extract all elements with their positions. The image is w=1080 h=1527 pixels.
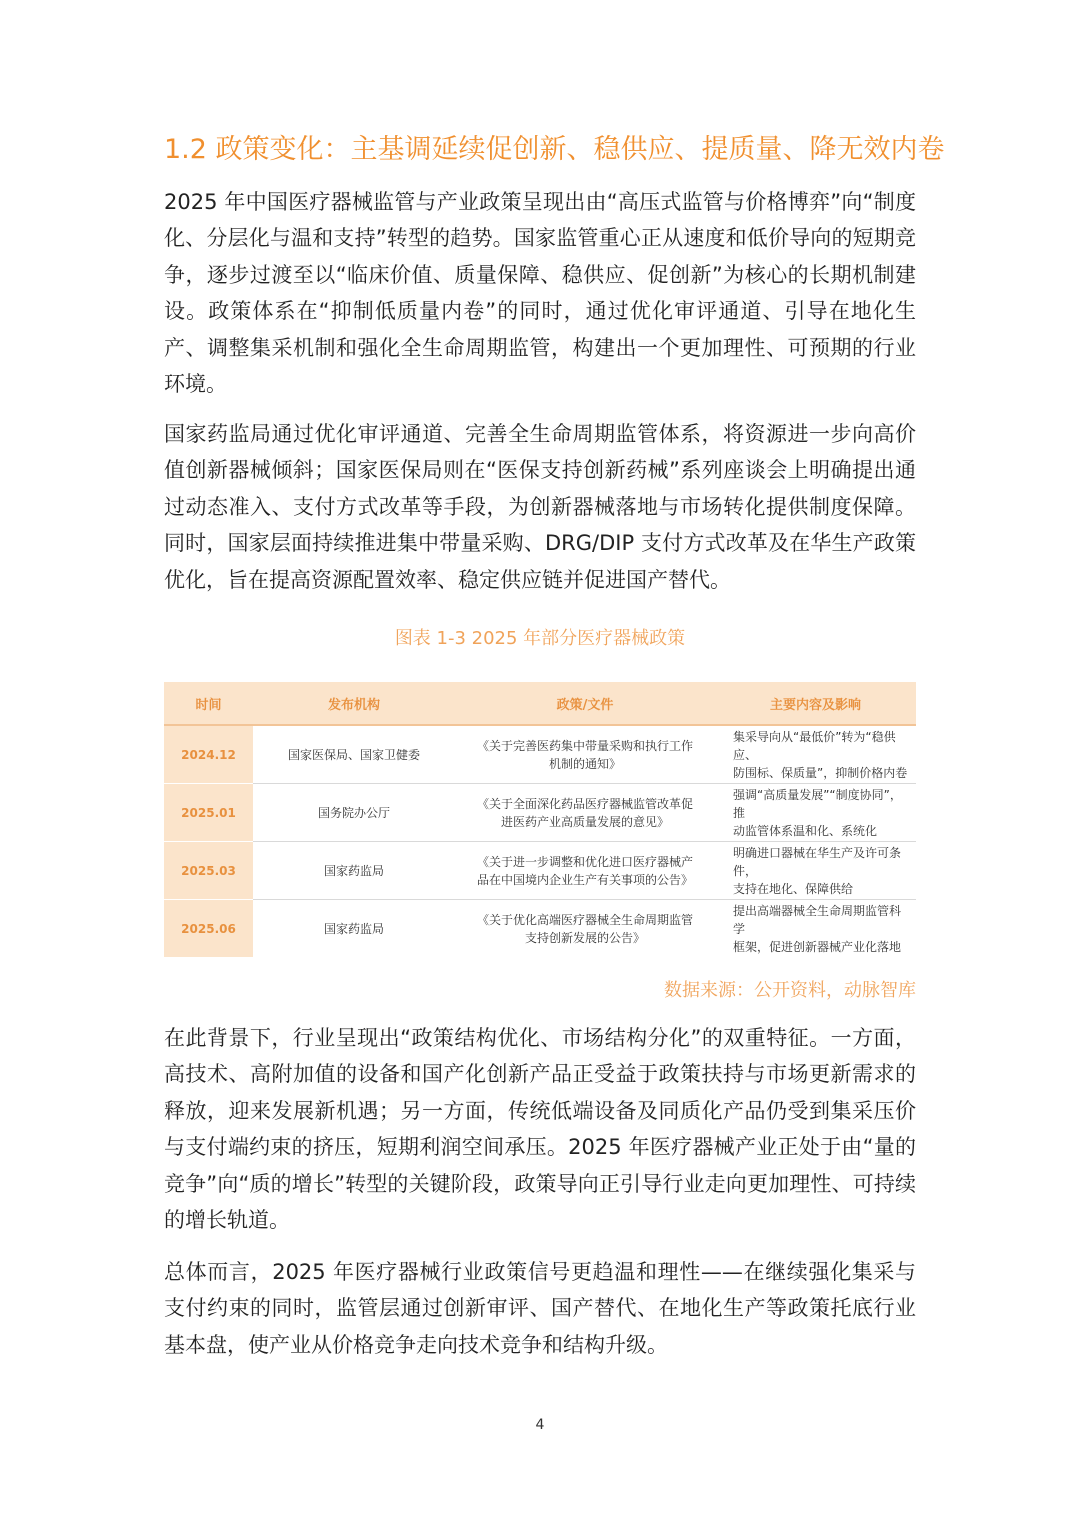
table-row [164,784,916,842]
impact-line: 提出高端器械全生命周期监管科学 [733,903,902,936]
paragraph-4: 总体而言，2025 年医疗器械行业政策信号更趋温和理性——在继续强化集采与支付约束的同时，监管层通过创新审评、国产替代、在地化生产等政策托底行业基本盘，使产业从价格竞争走向技术竞争和结构升级。 [164,1260,916,1357]
header-date: 时间 [164,682,253,725]
page-number: 4 [535,1417,545,1433]
cell-date: 2025.01 [164,784,253,842]
document-line: 品在中国境内企业生产有关事项的公告》 [476,872,693,887]
paragraph-2: 国家药监局通过优化审评通道、完善全生命周期监管体系，将资源进一步向高价值创新器械倾斜；国家医保局则在“医保支持创新药械”系列座谈会上明确提出通过动态准入、支付方式改革等手段，为创新器械落地与市场转化提供制度保障。同时，国家层面持续推进集中带量采购、DRG/DIP 支付方式改革及在华生产政策优化，旨在提高资源配置效率、稳定供应链并促进国产替代。 [164,422,916,592]
header-impact: 主要内容及影响 [715,682,916,725]
cell-document [455,725,715,784]
impact-line: 集采导向从“最低价”转为“稳供应、 [733,729,896,762]
cell-document [455,900,715,958]
document-line: 进医药产业高质量发展的意见》 [500,814,669,829]
document-line: 《关于全面深化药品医疗器械监管改革促 [476,796,693,811]
paragraph-1: 2025 年中国医疗器械监管与产业政策呈现出由“高压式监管与价格博弈”向“制度化、分层化与温和支持”转型的趋势。国家监管重心正从速度和低价导向的短期竞争，逐步过渡至以“临床价值、质量保障、稳供应、促创新”为核心的长期机制建设。政策体系在“抑制低质量内卷”的同时，通过优化审评通道、引导在地化生产、调整集采机制和强化全生命周期监管，构建出一个更加理性、可预期的行业环境。 [164,190,916,397]
cell-date: 2024.12 [164,725,253,784]
document-line: 机制的通知》 [548,756,621,771]
cell-date: 2025.06 [164,900,253,958]
section-heading: 1.2 政策变化：主基调延续促创新、稳供应、提质量、降无效内卷 [164,134,945,165]
cell-impact [715,842,916,900]
cell-document [455,784,715,842]
table-header-row [164,682,916,725]
header-org: 发布机构 [253,682,455,725]
impact-line: 框架，促进创新器械产业化落地 [733,939,902,954]
impact-line: 支持在地化、保障供给 [733,881,854,896]
paragraph-3: 在此背景下，行业呈现出“政策结构优化、市场结构分化”的双重特征。一方面，高技术、高附加值的设备和国产化创新产品正受益于政策扶持与市场更新需求的释放，迎来发展新机遇；另一方面，传统低端设备及同质化产品仍受到集采压价与支付端约束的挤压，短期利润空间承压。2025 年医疗器械产业正处于由“量的竞争”向“质的增长”转型的关键阶段，政策导向正引导行业走向更加理性、可持续的增长轨道。 [164,1026,916,1233]
policy-table [164,682,916,957]
cell-org: 国家药监局 [253,842,455,900]
cell-org: 国务院办公厅 [253,784,455,842]
cell-date: 2025.03 [164,842,253,900]
cell-org: 国家医保局、国家卫健委 [253,725,455,784]
cell-document [455,842,715,900]
impact-line: 动监管体系温和化、系统化 [733,823,878,838]
cell-org: 国家药监局 [323,921,384,936]
impact-line: 明确进口器械在华生产及许可条件， [733,845,902,878]
impact-line: 强调“高质量发展”“制度协同”，推 [733,787,902,820]
impact-line: 防围标、保质量”，抑制价格内卷 [733,765,908,780]
figure-caption: 图表 1-3 2025 年部分医疗器械政策 [394,628,686,649]
document-line: 《关于完善医药集中带量采购和执行工作 [476,738,693,753]
cell-impact [715,784,916,842]
header-document: 政策/文件 [455,682,715,725]
table-row [164,725,916,784]
cell-impact [715,900,916,958]
data-source: 数据来源：公开资料，动脉智库 [664,980,916,1001]
cell-impact [715,725,916,784]
document-line: 《关于优化高端医疗器械全生命周期监管 [476,912,693,927]
table-row [164,842,916,900]
document-line: 支持创新发展的公告》 [524,930,645,945]
table-row [164,900,916,958]
document-line: 《关于进一步调整和优化进口医疗器械产 [476,854,693,869]
